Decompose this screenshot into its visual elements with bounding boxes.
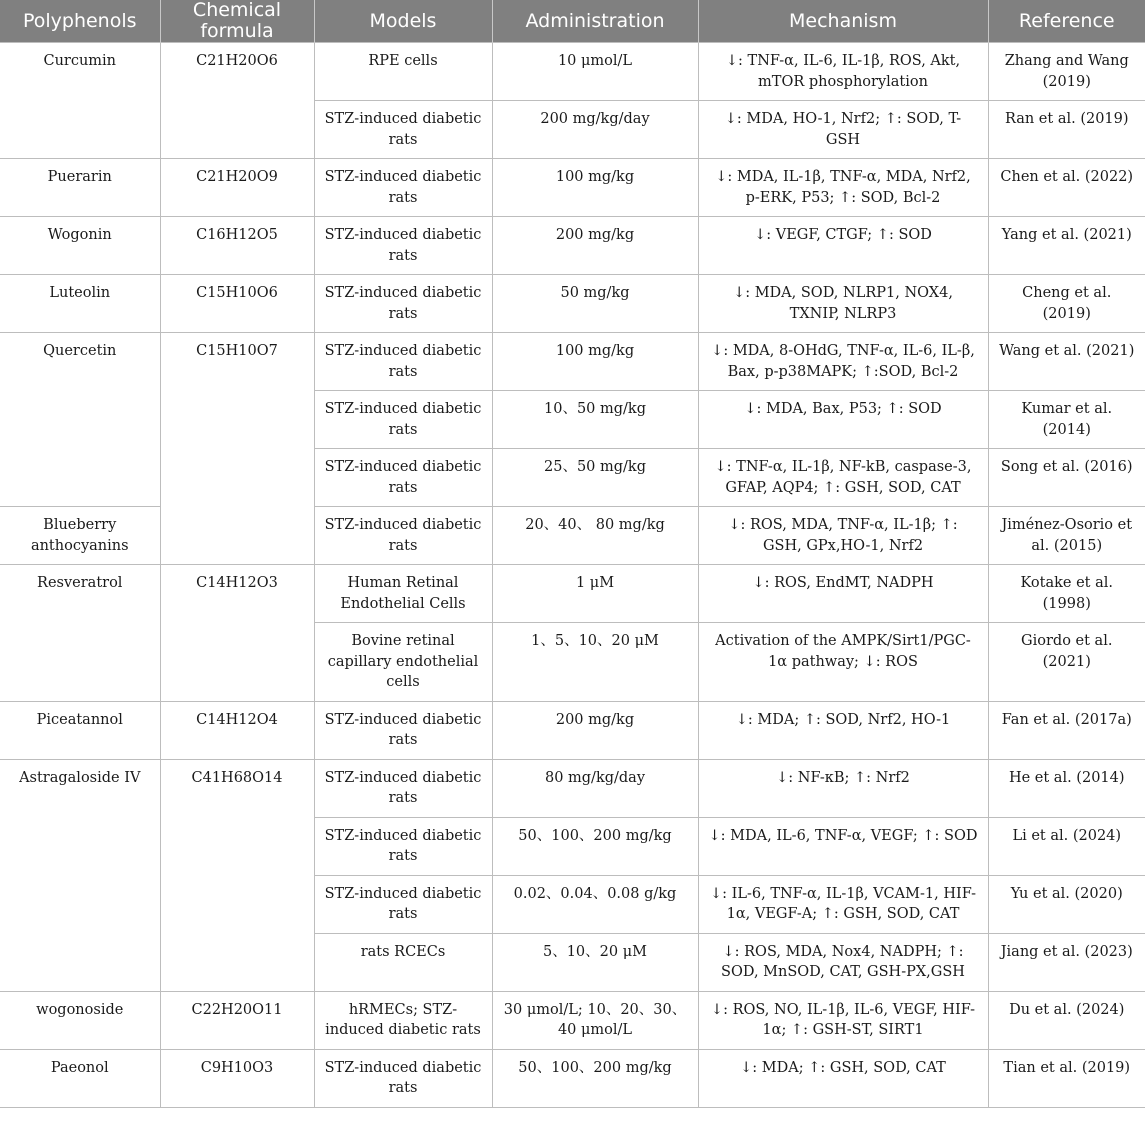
cell-model: STZ-induced diabetic rats	[314, 759, 492, 817]
cell-mechanism: ↓: VEGF, CTGF; ↑: SOD	[698, 217, 988, 275]
table-row	[0, 275, 1145, 333]
cell-mechanism: ↓: ROS, MDA, Nox4, NADPH; ↑: SOD, MnSOD, CAT, GSH-PX,GSH	[698, 933, 988, 991]
cell-reference: Ran et al. (2019)	[988, 101, 1145, 159]
cell-administration: 80 mg/kg/day	[492, 759, 698, 817]
cell-reference: Giordo et al. (2021)	[988, 623, 1145, 702]
table-row	[0, 159, 1145, 217]
cell-administration: 1 μM	[492, 565, 698, 623]
cell-polyphenol: Piceatannol	[0, 701, 160, 759]
table-row	[0, 333, 1145, 391]
cell-polyphenol: Luteolin	[0, 275, 160, 333]
cell-model: STZ-induced diabetic rats	[314, 1049, 492, 1107]
col-header-polyphenols: Polyphenols	[0, 0, 160, 43]
cell-administration: 100 mg/kg	[492, 333, 698, 391]
cell-administration: 200 mg/kg	[492, 701, 698, 759]
cell-reference: Kumar et al. (2014)	[988, 391, 1145, 449]
cell-mechanism: ↓: MDA, HO-1, Nrf2; ↑: SOD, T-GSH	[698, 101, 988, 159]
cell-model: STZ-induced diabetic rats	[314, 875, 492, 933]
cell-administration: 50、100、200 mg/kg	[492, 1049, 698, 1107]
cell-formula: C15H10O7	[160, 333, 314, 565]
cell-reference: Zhang and Wang (2019)	[988, 43, 1145, 101]
cell-reference: Cheng et al. (2019)	[988, 275, 1145, 333]
cell-administration: 10 μmol/L	[492, 43, 698, 101]
cell-model: STZ-induced diabetic rats	[314, 507, 492, 565]
cell-formula: C14H12O3	[160, 565, 314, 702]
cell-reference: Du et al. (2024)	[988, 991, 1145, 1049]
table-row	[0, 43, 1145, 101]
cell-reference: Wang et al. (2021)	[988, 333, 1145, 391]
cell-administration: 20、40、 80 mg/kg	[492, 507, 698, 565]
cell-model: STZ-induced diabetic rats	[314, 391, 492, 449]
cell-model: STZ-induced diabetic rats	[314, 449, 492, 507]
cell-polyphenol: Curcumin	[0, 43, 160, 159]
cell-polyphenol: Puerarin	[0, 159, 160, 217]
cell-reference: Song et al. (2016)	[988, 449, 1145, 507]
table-row	[0, 565, 1145, 623]
cell-mechanism: ↓: MDA; ↑: GSH, SOD, CAT	[698, 1049, 988, 1107]
header-row	[0, 0, 1145, 43]
cell-mechanism: ↓: ROS, MDA, TNF-α, IL-1β; ↑: GSH, GPx,HO-1, Nrf2	[698, 507, 988, 565]
cell-model: STZ-induced diabetic rats	[314, 159, 492, 217]
col-header-chemical-formula: Chemical formula	[160, 0, 314, 43]
cell-model: STZ-induced diabetic rats	[314, 333, 492, 391]
cell-formula: C16H12O5	[160, 217, 314, 275]
cell-reference: Li et al. (2024)	[988, 817, 1145, 875]
cell-administration: 1、5、10、20 μM	[492, 623, 698, 702]
cell-administration: 25、50 mg/kg	[492, 449, 698, 507]
cell-polyphenol: Resveratrol	[0, 565, 160, 702]
cell-mechanism: ↓: ROS, NO, IL-1β, IL-6, VEGF, HIF-1α; ↑: GSH-ST, SIRT1	[698, 991, 988, 1049]
cell-model: Bovine retinal capillary endothelial cells	[314, 623, 492, 702]
cell-mechanism: ↓: TNF-α, IL-6, IL-1β, ROS, Akt, mTOR phosphorylation	[698, 43, 988, 101]
cell-polyphenol: Blueberry anthocyanins	[0, 507, 160, 565]
cell-mechanism: ↓: MDA, Bax, P53; ↑: SOD	[698, 391, 988, 449]
cell-polyphenol: Astragaloside IV	[0, 759, 160, 991]
cell-administration: 0.02、0.04、0.08 g/kg	[492, 875, 698, 933]
table-row	[0, 701, 1145, 759]
cell-polyphenol: Paeonol	[0, 1049, 160, 1107]
cell-reference: Jiménez-Osorio et al. (2015)	[988, 507, 1145, 565]
cell-model: STZ-induced diabetic rats	[314, 101, 492, 159]
cell-formula: C14H12O4	[160, 701, 314, 759]
table-row	[0, 217, 1145, 275]
cell-administration: 50 mg/kg	[492, 275, 698, 333]
cell-administration: 200 mg/kg/day	[492, 101, 698, 159]
cell-model: STZ-induced diabetic rats	[314, 817, 492, 875]
cell-formula: C21H20O9	[160, 159, 314, 217]
col-header-administration: Administration	[492, 0, 698, 43]
cell-polyphenol: wogonoside	[0, 991, 160, 1049]
cell-formula: C22H20O11	[160, 991, 314, 1049]
cell-administration: 10、50 mg/kg	[492, 391, 698, 449]
cell-administration: 200 mg/kg	[492, 217, 698, 275]
cell-formula: C15H10O6	[160, 275, 314, 333]
cell-reference: Jiang et al. (2023)	[988, 933, 1145, 991]
cell-mechanism: ↓: NF-κB; ↑: Nrf2	[698, 759, 988, 817]
cell-polyphenol: Wogonin	[0, 217, 160, 275]
table-row	[0, 991, 1145, 1049]
cell-reference: Yu et al. (2020)	[988, 875, 1145, 933]
col-header-reference: Reference	[988, 0, 1145, 43]
cell-mechanism: Activation of the AMPK/Sirt1/PGC-1α pathway; ↓: ROS	[698, 623, 988, 702]
table-row	[0, 1049, 1145, 1107]
table-row	[0, 759, 1145, 817]
cell-model: rats RCECs	[314, 933, 492, 991]
cell-formula: C9H10O3	[160, 1049, 314, 1107]
cell-model: Human Retinal Endothelial Cells	[314, 565, 492, 623]
cell-model: STZ-induced diabetic rats	[314, 275, 492, 333]
cell-model: RPE cells	[314, 43, 492, 101]
cell-formula: C21H20O6	[160, 43, 314, 159]
cell-administration: 50、100、200 mg/kg	[492, 817, 698, 875]
cell-mechanism: ↓: MDA; ↑: SOD, Nrf2, HO-1	[698, 701, 988, 759]
cell-administration: 5、10、20 μM	[492, 933, 698, 991]
cell-reference: Chen et al. (2022)	[988, 159, 1145, 217]
cell-reference: Fan et al. (2017a)	[988, 701, 1145, 759]
cell-mechanism: ↓: MDA, 8-OHdG, TNF-α, IL-6, IL-β, Bax, p-p38MAPK; ↑:SOD, Bcl-2	[698, 333, 988, 391]
cell-administration: 100 mg/kg	[492, 159, 698, 217]
cell-mechanism: ↓: MDA, IL-6, TNF-α, VEGF; ↑: SOD	[698, 817, 988, 875]
cell-reference: Yang et al. (2021)	[988, 217, 1145, 275]
cell-administration: 30 μmol/L; 10、20、30、40 μmol/L	[492, 991, 698, 1049]
cell-mechanism: ↓: MDA, SOD, NLRP1, NOX4, TXNIP, NLRP3	[698, 275, 988, 333]
cell-mechanism: ↓: IL-6, TNF-α, IL-1β, VCAM-1, HIF-1α, VEGF-A; ↑: GSH, SOD, CAT	[698, 875, 988, 933]
cell-mechanism: ↓: TNF-α, IL-1β, NF-kB, caspase-3, GFAP, AQP4; ↑: GSH, SOD, CAT	[698, 449, 988, 507]
cell-mechanism: ↓: MDA, IL-1β, TNF-α, MDA, Nrf2, p-ERK, P53; ↑: SOD, Bcl-2	[698, 159, 988, 217]
col-header-mechanism: Mechanism	[698, 0, 988, 43]
cell-model: STZ-induced diabetic rats	[314, 701, 492, 759]
cell-reference: Kotake et al. (1998)	[988, 565, 1145, 623]
cell-model: STZ-induced diabetic rats	[314, 217, 492, 275]
cell-reference: Tian et al. (2019)	[988, 1049, 1145, 1107]
col-header-models: Models	[314, 0, 492, 43]
cell-mechanism: ↓: ROS, EndMT, NADPH	[698, 565, 988, 623]
cell-polyphenol: Quercetin	[0, 333, 160, 507]
cell-model: hRMECs; STZ-induced diabetic rats	[314, 991, 492, 1049]
cell-reference: He et al. (2014)	[988, 759, 1145, 817]
cell-formula: C41H68O14	[160, 759, 314, 991]
